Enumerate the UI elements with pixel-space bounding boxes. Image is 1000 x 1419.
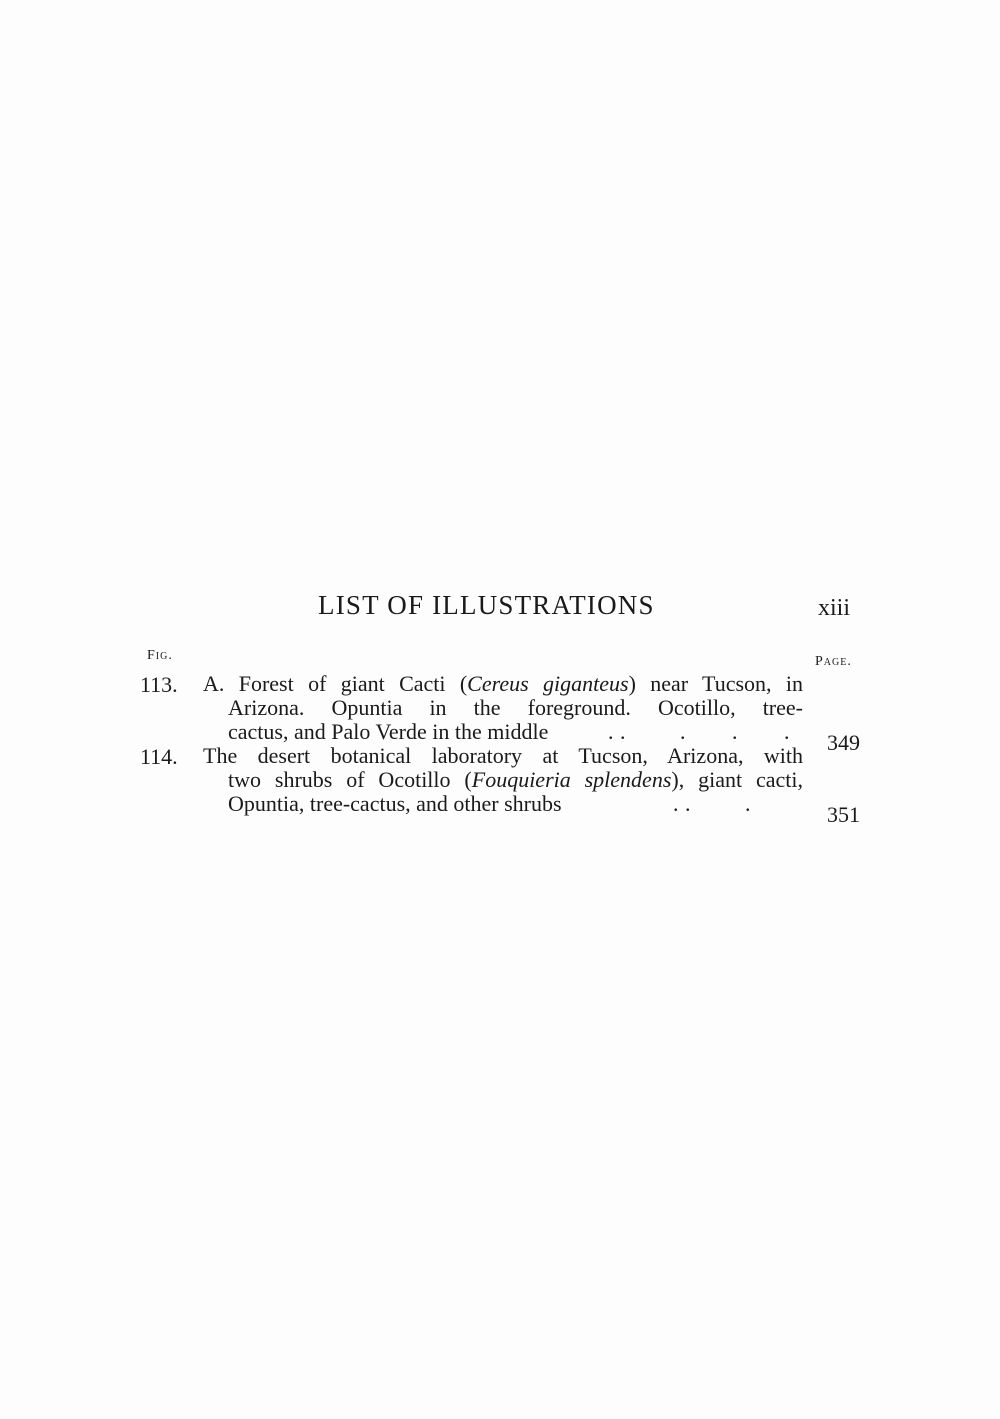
figure-number: 114. <box>140 744 178 769</box>
page-reference: 349 <box>827 730 860 755</box>
caption-line: The desert botanical laboratory at Tucson, Arizona, with <box>203 743 803 768</box>
caption-line: cactus, and Palo Verde in the middle . . . . . <box>228 719 790 744</box>
figure-number: 113. <box>140 672 178 697</box>
caption-line: two shrubs of Ocotillo (Fouquieria splendens), giant cacti, <box>228 767 803 792</box>
page-title: LIST OF ILLUSTRATIONS <box>318 590 655 620</box>
caption-line: Arizona. Opuntia in the foreground. Ocotillo, tree- <box>228 695 803 720</box>
figure-caption <box>203 672 803 744</box>
caption-line: Opuntia, tree-cactus, and other shrubs . . . <box>203 792 803 816</box>
species-name: Cereus giganteus <box>467 671 629 696</box>
caption-line: A. Forest of giant Cacti (Cereus giganteus) near Tucson, in <box>203 671 803 696</box>
dot-leaders: . . . . . <box>608 719 790 744</box>
page-reference: 351 <box>827 802 860 827</box>
page-column-label: Page. <box>815 654 852 669</box>
species-name: Fouquieria splendens <box>471 767 672 792</box>
figure-caption <box>203 744 803 816</box>
dot-leaders: . . . <box>673 791 751 816</box>
fig-column-label: Fig. <box>147 648 173 663</box>
page-number: xiii <box>818 595 851 621</box>
